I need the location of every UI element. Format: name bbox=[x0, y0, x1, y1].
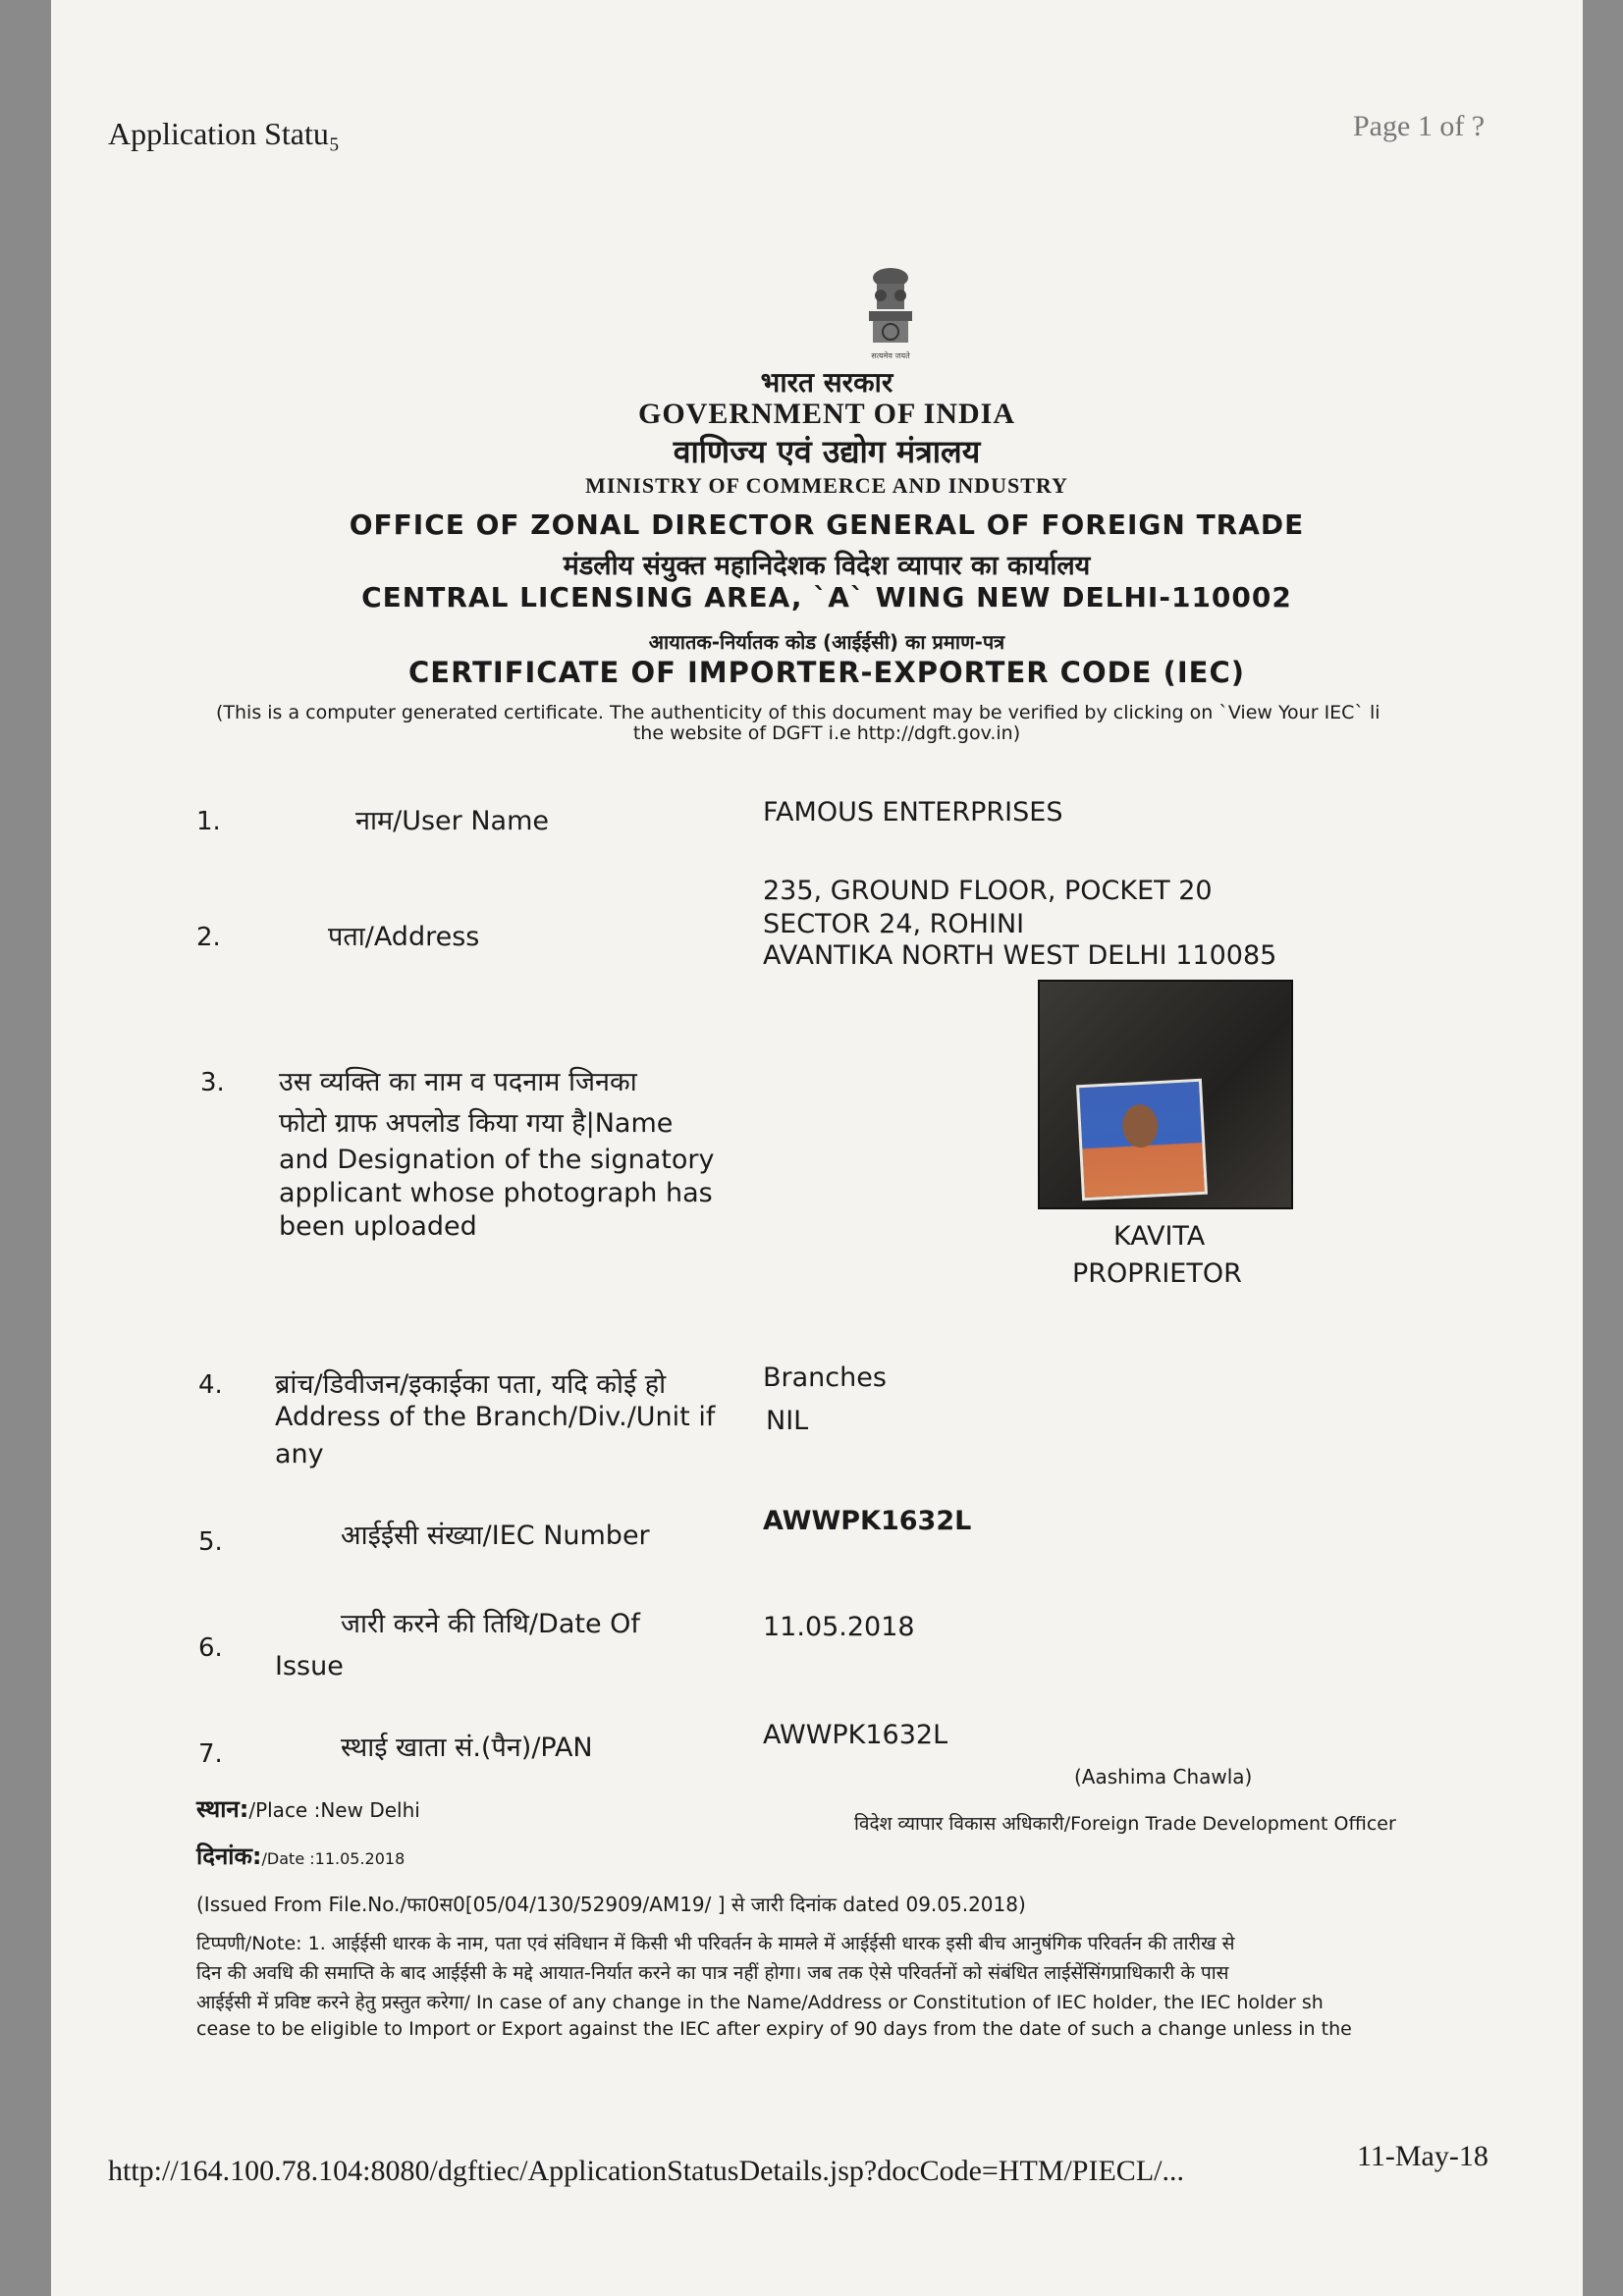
note-line: दिन की अवधि की समाप्ति के बाद आईईसी के मद्दे आयात-निर्यात करने का पात्र नहीं होगा। जब तक ऐसे परिवर्तनों को संबंधित लाईसेंसिंगप्राधिकारी के पास bbox=[196, 1962, 1229, 1984]
row-number: 5. bbox=[198, 1527, 223, 1557]
portrait-face bbox=[1121, 1103, 1159, 1148]
place-hindi-label: स्थान: bbox=[196, 1795, 249, 1823]
verification-note-line2: the website of DGFT i.e http://dgft.gov.in) bbox=[632, 722, 1021, 744]
row-number: 6. bbox=[198, 1633, 223, 1663]
ministry-heading: MINISTRY OF COMMERCE AND INDUSTRY bbox=[585, 473, 1068, 498]
row-number: 4. bbox=[198, 1370, 223, 1400]
date-of-issue-label-line: जारी करने की तिथि/Date Of bbox=[341, 1609, 640, 1639]
signatory-label-line: फोटो ग्राफ अपलोड किया गया है|Name bbox=[279, 1108, 674, 1139]
row-number: 7. bbox=[198, 1739, 223, 1769]
footer-url: http://164.100.78.104:8080/dgftiec/ApplicationStatusDetails.jsp?docCode=HTM/PIECL/... bbox=[108, 2155, 1184, 2187]
national-emblem-icon bbox=[851, 260, 930, 368]
iec-number-value: AWWPK1632L bbox=[763, 1506, 972, 1536]
user-name-label: नाम/User Name bbox=[355, 806, 549, 836]
page-number: Page 1 of ? bbox=[1353, 110, 1486, 142]
note-line: cease to be eligible to Import or Export against the IEC after expiry of 90 days from the date of such a change unless in the bbox=[196, 2018, 1352, 2040]
date-of-issue-value: 11.05.2018 bbox=[763, 1612, 915, 1642]
signatory-label-line: उस व्यक्ति का नाम व पदनाम जिनका bbox=[279, 1067, 637, 1097]
footer-date: 11-May-18 bbox=[1357, 2140, 1488, 2172]
hindi-office-heading: मंडलीय संयुक्त महानिदेशक विदेश व्यापार का कार्यालय bbox=[563, 551, 1091, 581]
branch-label-line: any bbox=[275, 1439, 324, 1469]
certificate-page bbox=[51, 0, 1583, 2296]
branch-label-line: ब्रांच/डिवीजन/इकाईका पता, यदि कोई हो bbox=[275, 1369, 667, 1400]
signatory-officer-name: (Aashima Chawla) bbox=[1074, 1765, 1253, 1789]
address-line: AVANTIKA NORTH WEST DELHI 110085 bbox=[763, 940, 1277, 971]
user-name-value: FAMOUS ENTERPRISES bbox=[763, 797, 1063, 828]
place-value: /Place :New Delhi bbox=[248, 1798, 420, 1822]
hindi-certificate-heading: आयातक-निर्यातक कोड (आईईसी) का प्रमाण-पत्र bbox=[648, 630, 1005, 654]
date-value: /Date :11.05.2018 bbox=[261, 1849, 406, 1868]
row-number: 2. bbox=[196, 923, 221, 952]
note-line: आईईसी में प्रविष्ट करने हेतु प्रस्तुत करेगा/ In case of any change in the Name/Address or Constitution of IEC holder, the IEC holder sh bbox=[196, 1992, 1324, 2013]
place-line bbox=[196, 1792, 420, 1825]
date-line bbox=[196, 1840, 405, 1872]
address-line: 235, GROUND FLOOR, POCKET 20 bbox=[763, 876, 1213, 906]
signatory-name: KAVITA bbox=[1113, 1221, 1206, 1252]
branches-heading: Branches bbox=[763, 1362, 887, 1393]
address-line: SECTOR 24, ROHINI bbox=[763, 909, 1025, 939]
applicant-photo bbox=[1038, 980, 1293, 1209]
date-hindi-label: दिनांक: bbox=[196, 1842, 262, 1870]
row-number: 3. bbox=[200, 1068, 225, 1097]
signatory-officer-designation: विदेश व्यापार विकास अधिकारी/Foreign Trade Development Officer bbox=[854, 1813, 1396, 1835]
pan-label: स्थाई खाता सं.(पैन)/PAN bbox=[341, 1733, 593, 1763]
note-line: टिप्पणी/Note: 1. आईईसी धारक के नाम, पता एवं संविधान में किसी भी परिवर्तन के मामले में आईईसी धारक इसी बीच आनुषंगिक परिवर्तन की तारीख से bbox=[196, 1933, 1235, 1954]
branches-value: NIL bbox=[766, 1406, 809, 1436]
pan-value: AWWPK1632L bbox=[763, 1720, 948, 1750]
office-heading: OFFICE OF ZONAL DIRECTOR GENERAL OF FOREIGN TRADE bbox=[349, 508, 1305, 541]
row-number: 1. bbox=[196, 807, 221, 836]
verification-note-line1: (This is a computer generated certificate. The authenticity of this document may be verified by clicking on `View Your IEC` li bbox=[216, 702, 1380, 723]
signatory-label-line: applicant whose photograph has bbox=[279, 1178, 713, 1208]
hindi-ministry-heading: वाणिज्य एवं उद्योग मंत्रालय bbox=[673, 433, 981, 470]
signatory-label-line: and Designation of the signatory bbox=[279, 1145, 715, 1175]
signatory-label-line: been uploaded bbox=[279, 1211, 477, 1242]
government-heading: GOVERNMENT OF INDIA bbox=[637, 398, 1016, 430]
hindi-government-heading: भारत सरकार bbox=[760, 366, 893, 399]
address-label: पता/Address bbox=[328, 922, 480, 952]
area-heading: CENTRAL LICENSING AREA, `A` WING NEW DELHI-110002 bbox=[361, 581, 1292, 614]
signatory-designation: PROPRIETOR bbox=[1072, 1258, 1242, 1289]
applicant-portrait bbox=[1076, 1079, 1208, 1201]
iec-number-label: आईईसी संख्या/IEC Number bbox=[341, 1521, 650, 1551]
svg-text:सत्यमेव जयते: सत्यमेव जयते bbox=[871, 351, 910, 360]
issued-from-line: (Issued From File.No./फा0स0[05/04/130/52909/AM19/ ] से जारी दिनांक dated 09.05.2018) bbox=[196, 1893, 1026, 1916]
certificate-heading: CERTIFICATE OF IMPORTER-EXPORTER CODE (IEC) bbox=[408, 656, 1245, 689]
branch-label-line: Address of the Branch/Div./Unit if bbox=[275, 1402, 716, 1432]
page-header-title: Application Statu₅ bbox=[108, 116, 341, 151]
date-of-issue-label-line: Issue bbox=[275, 1651, 344, 1682]
